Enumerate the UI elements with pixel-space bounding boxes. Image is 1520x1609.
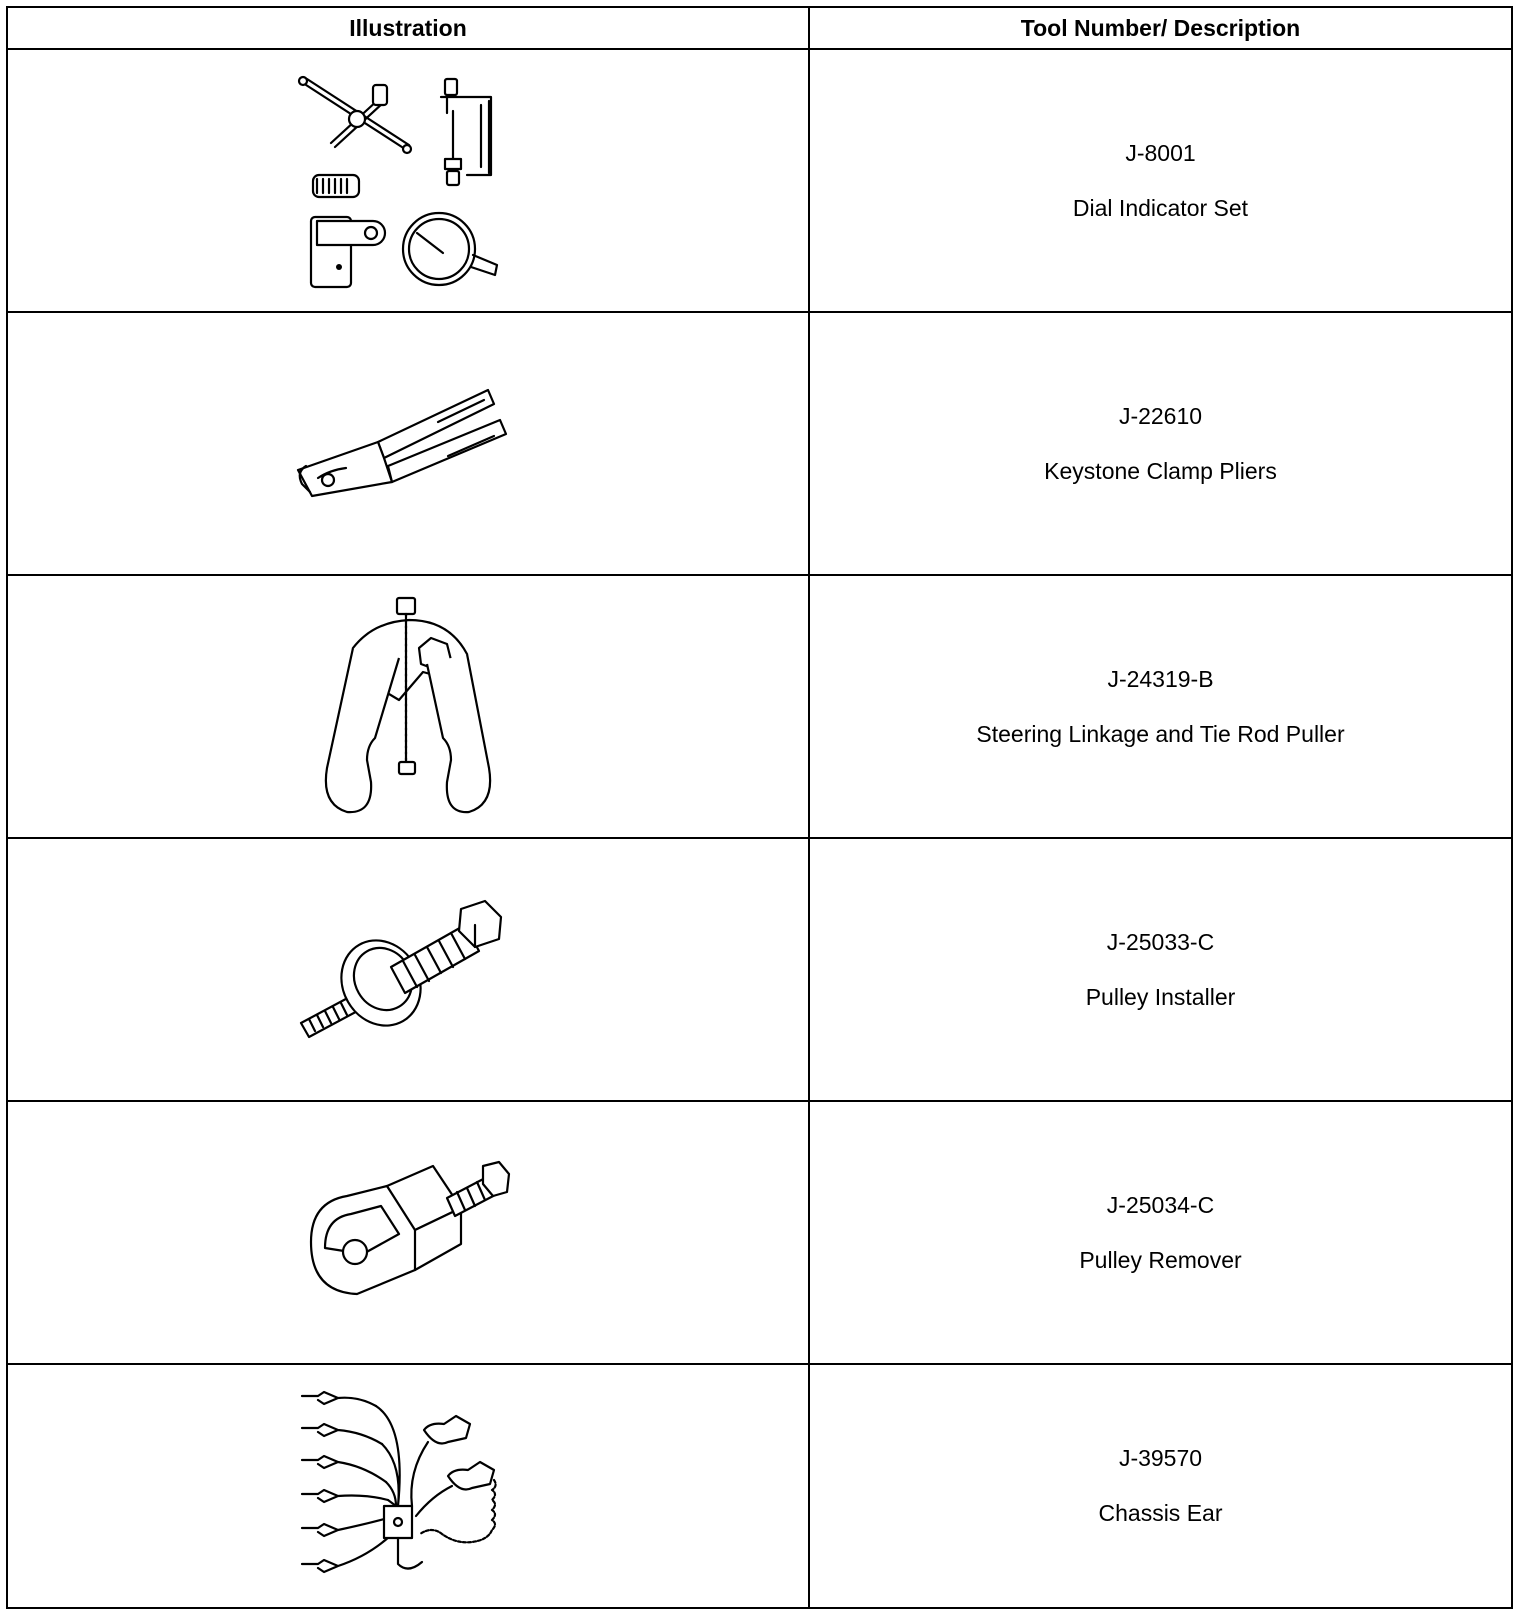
tool-name: Keystone Clamp Pliers bbox=[1044, 457, 1277, 484]
tool-number: J-25034-C bbox=[1106, 1191, 1215, 1218]
pulley-installer-icon bbox=[293, 895, 523, 1045]
table-row bbox=[7, 1364, 1512, 1608]
illustration-cell bbox=[7, 1364, 809, 1608]
tool-number: J-22610 bbox=[1118, 402, 1203, 429]
illustration-cell bbox=[7, 838, 809, 1101]
table-row bbox=[7, 838, 1512, 1101]
table-row bbox=[7, 1101, 1512, 1364]
description-cell bbox=[809, 49, 1512, 312]
tool-name: Steering Linkage and Tie Rod Puller bbox=[976, 720, 1345, 747]
header-row bbox=[7, 7, 1512, 49]
tool-number: J-8001 bbox=[1125, 139, 1196, 166]
illustration-cell bbox=[7, 575, 809, 838]
tool-name: Dial Indicator Set bbox=[1072, 194, 1249, 221]
description-cell bbox=[809, 1101, 1512, 1364]
tool-name: Chassis Ear bbox=[1098, 1500, 1223, 1526]
dial-indicator-set-icon bbox=[293, 71, 523, 291]
description-cell bbox=[809, 838, 1512, 1101]
pulley-remover-icon bbox=[303, 1158, 513, 1308]
tie-rod-puller-icon bbox=[313, 592, 503, 822]
illustration-cell bbox=[7, 312, 809, 575]
header-description: Tool Number/ Description bbox=[809, 7, 1512, 49]
description-cell bbox=[809, 312, 1512, 575]
tool-number: J-39570 bbox=[1118, 1445, 1203, 1471]
illustration-cell bbox=[7, 49, 809, 312]
table-row bbox=[7, 49, 1512, 312]
tool-name: Pulley Remover bbox=[1079, 1246, 1242, 1273]
tool-number: J-24319-B bbox=[1107, 665, 1214, 692]
keystone-clamp-pliers-icon bbox=[288, 374, 528, 514]
table-row bbox=[7, 575, 1512, 838]
table-row bbox=[7, 312, 1512, 575]
header-illustration: Illustration bbox=[7, 7, 809, 49]
tool-name: Pulley Installer bbox=[1085, 983, 1236, 1010]
special-tools-table bbox=[6, 6, 1513, 1609]
description-cell bbox=[809, 575, 1512, 838]
chassis-ear-icon bbox=[298, 1386, 518, 1586]
tool-number: J-25033-C bbox=[1106, 928, 1215, 955]
description-cell bbox=[809, 1364, 1512, 1608]
illustration-cell bbox=[7, 1101, 809, 1364]
